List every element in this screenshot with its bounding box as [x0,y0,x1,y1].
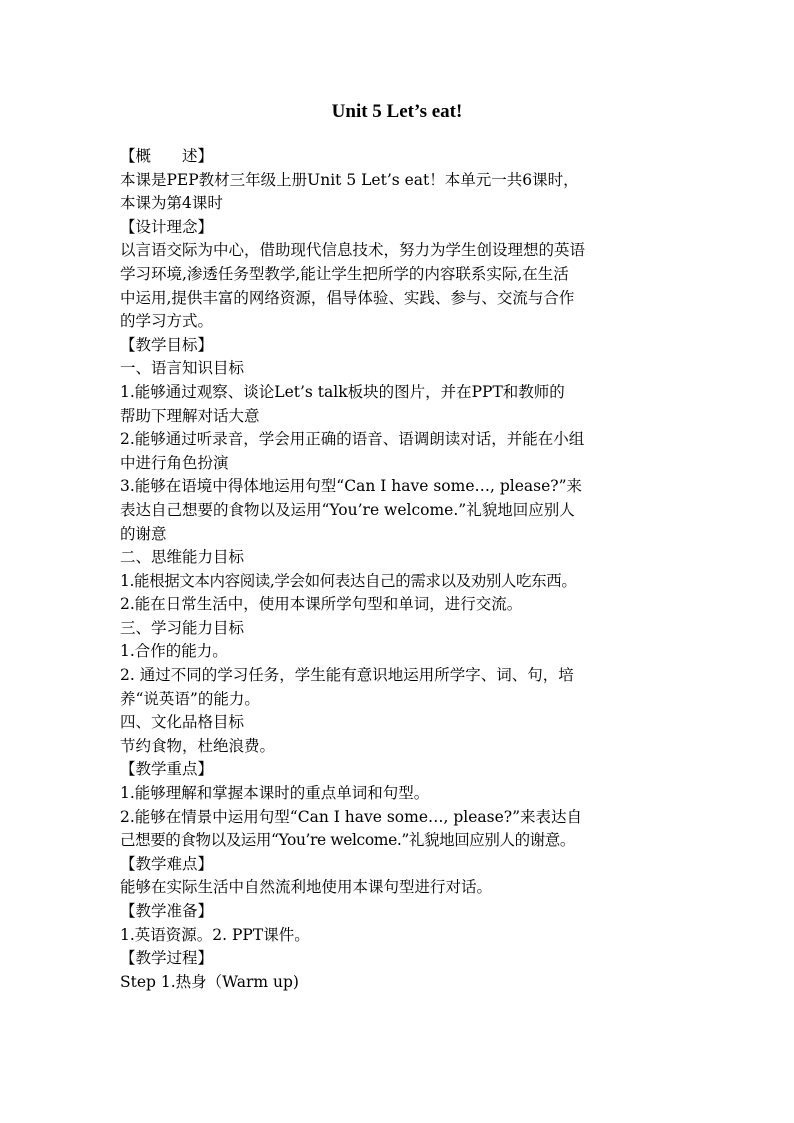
body-line: 1.能根据文本内容阅读,学会如何表达自己的需求以及劝别人吃东西。 [120,571,577,590]
body-line: Step 1.热身（Warm up) [120,972,299,991]
body-line: 【教学准备】 [120,902,214,920]
body-line: 的谢意 [120,524,167,543]
body-line: 三、学习能力目标 [120,618,245,637]
body-line: 一、语言知识目标 [120,359,245,378]
body-line: 以言语交际为中心，借助现代信息技术，努力为学生创设理想的英语 [120,241,586,260]
body-line: 本课是PEP教材三年级上册Unit 5 Let’s eat！本单元一共6课时， [120,170,579,189]
document-body [120,145,680,994]
body-line: 2.能够在情景中运用句型“Can I have some…, please?”来表达自 [120,807,583,826]
body-line: 【教学目标】 [120,335,214,354]
body-line: 节约食物，杜绝浪费。 [120,736,276,755]
body-line: 中运用,提供丰富的网络资源，倡导体验、实践、参与、交流与合作 [120,288,575,307]
body-line: 1.合作的能力。 [120,642,228,661]
body-line: 【教学过程】 [120,949,214,968]
body-line: 二、思维能力目标 [120,548,245,567]
body-line: 1.能够通过观察、谈论Let’s talk板块的图片，并在PPT和教师的 [120,382,565,401]
body-line: 表达自己想要的食物以及运用“You’re welcome.”礼貌地回应别人 [120,500,575,519]
body-line: 1.能够理解和掌握本课时的重点单词和句型。 [120,784,430,803]
body-line: 学习环境,渗透任务型教学,能让学生把所学的内容联系实际,在生活 [120,264,569,283]
body-line: 中进行角色扮演 [120,453,229,472]
body-line: 1.英语资源。2. PPT课件。 [120,925,310,944]
body-line: 的学习方式。 [120,312,214,331]
body-line: 四、文化品格目标 [120,713,245,732]
body-line: 养“说英语”的能力。 [120,689,260,708]
body-line: 己想要的食物以及运用“You’re welcome.”礼貌地回应别人的谢意。 [120,831,575,850]
body-line: 【教学重点】 [120,760,214,779]
body-line: 【概 述】 [120,147,214,165]
body-line: 能够在实际生活中自然流利地使用本课句型进行对话。 [120,878,493,897]
body-line: 【教学难点】 [120,854,214,873]
body-line: 2. 通过不同的学习任务，学生能有意识地运用所学字、词、句，培 [120,666,574,685]
document-title: Unit 5 Let’s eat! [331,101,463,122]
body-line: 【设计理念】 [120,217,214,236]
body-line: 本课为第4课时 [120,194,223,213]
body-line: 2.能够通过听录音，学会用正确的语音、语调朗读对话，并能在小组 [120,430,585,449]
body-line: 帮助下理解对话大意 [120,406,260,425]
body-line: 3.能够在语境中得体地运用句型“Can I have some…, please?”来 [120,477,583,496]
body-line: 2.能在日常生活中，使用本课所学句型和单词，进行交流。 [120,595,523,614]
